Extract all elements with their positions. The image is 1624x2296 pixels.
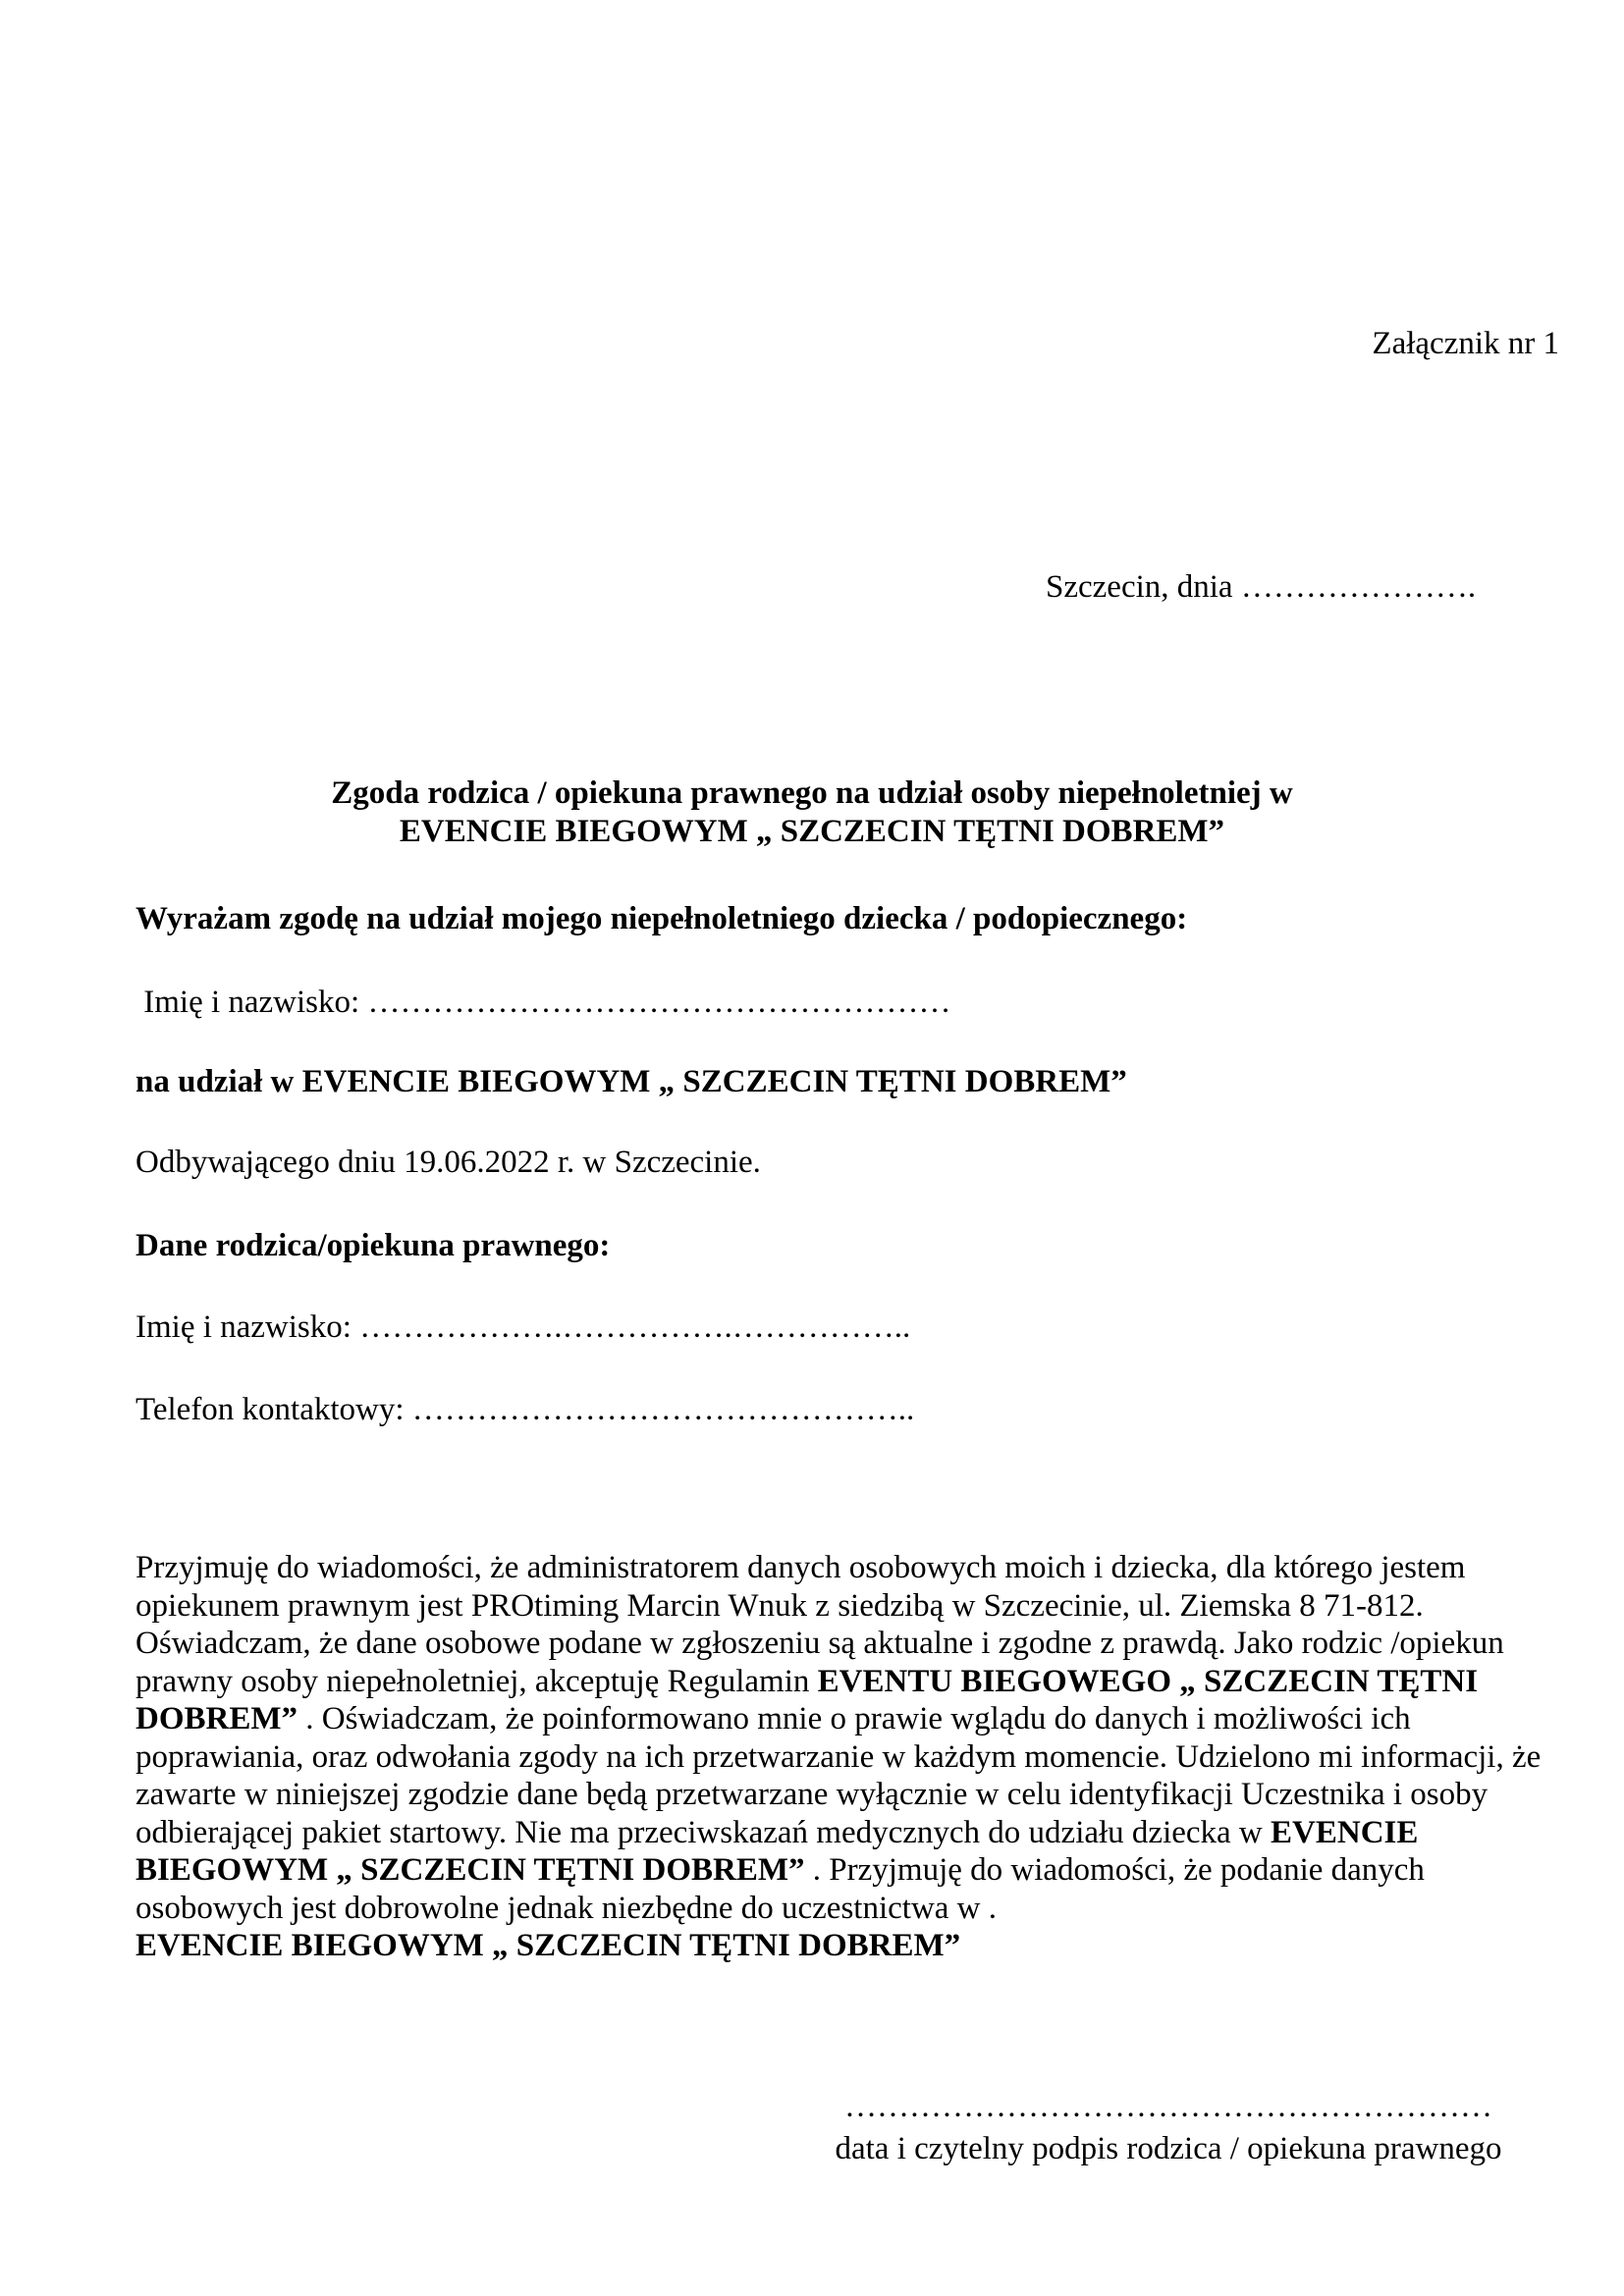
event-date-line: Odbywającego dniu 19.06.2022 r. w Szczecinie. — [135, 1145, 761, 1180]
child-name-field: Imię i nazwisko: ……………………………………………… — [135, 985, 951, 1020]
annex-label: Załącznik nr 1 — [1372, 326, 1559, 361]
data-processing-declaration — [135, 1549, 1549, 1965]
declaration-bold-3: EVENCIE BIEGOWYM „ SZCZECIN TĘTNI DOBREM” — [135, 1928, 961, 1963]
declaration-text-2: . Oświadczam, że poinformowano mnie o prawie wglądu do danych i możliwości ich poprawiania, oraz odwołania zgody na ich przetwarzanie w każdym momencie. Udzielono mi informacji, że zawarte w niniejszej zgodzie dane będą przetwarzane wyłącznie w celu identyfikacji Uczestnika i osoby odbierającej pakiet startowy. Nie ma przeciwskazań medycznych do udziału dziecka w — [135, 1701, 1542, 1850]
consent-intro: Wyrażam zgodę na udział mojego niepełnoletniego dziecka / podopiecznego: — [135, 901, 1188, 936]
signature-caption: data i czytelny podpis rodzica / opiekuna prawnego — [835, 2131, 1502, 2166]
declaration-bold-1: EVENTU BIEGOWEGO „ SZCZECIN TĘTNI DOBREM” — [135, 1663, 1479, 1736]
declaration-text-1: Przyjmuję do wiadomości, że administratorem danych osobowych moich i dziecka, dla którego jestem opiekunem prawnym jest PROtiming Marcin Wnuk z siedzibą w Szczecinie, ul. Ziemska 8 71-812. Oświadczam, że dane osobowe podane w zgłoszeniu są aktualne i zgodne z prawdą. Jako rodzic /opiekun prawny osoby niepełnoletniej, akceptuję Regulamin — [135, 1550, 1504, 1699]
declaration-bold-2: EVENCIE BIEGOWYM „ SZCZECIN TĘTNI DOBREM” — [135, 1814, 1419, 1888]
title-line-1: Zgoda rodzica / opiekuna prawnego na udział osoby niepełnoletniej w — [331, 775, 1293, 811]
title-line-2: EVENCIE BIEGOWYM „ SZCZECIN TĘTNI DOBREM” — [399, 814, 1225, 849]
event-participation-line: na udział w EVENCIE BIEGOWYM „ SZCZECIN TĘTNI DOBREM” — [135, 1064, 1127, 1099]
place-date-line: Szczecin, dnia …………………. — [1046, 569, 1477, 605]
parent-data-heading: Dane rodzica/opiekuna prawnego: — [135, 1228, 611, 1263]
declaration-text-3: . Przyjmuję do wiadomości, że podanie danych osobowych jest dobrowolne jednak niezbędne do uczestnictwa w . — [135, 1852, 1425, 1926]
signature-dotted-line: …………………………………………………… — [844, 2089, 1492, 2124]
signature-block — [815, 2089, 1522, 2167]
parent-name-field: Imię i nazwisko: ……………….…………….…………….. — [135, 1309, 911, 1345]
parent-phone-field: Telefon kontaktowy: ……………………………………….. — [135, 1392, 915, 1427]
